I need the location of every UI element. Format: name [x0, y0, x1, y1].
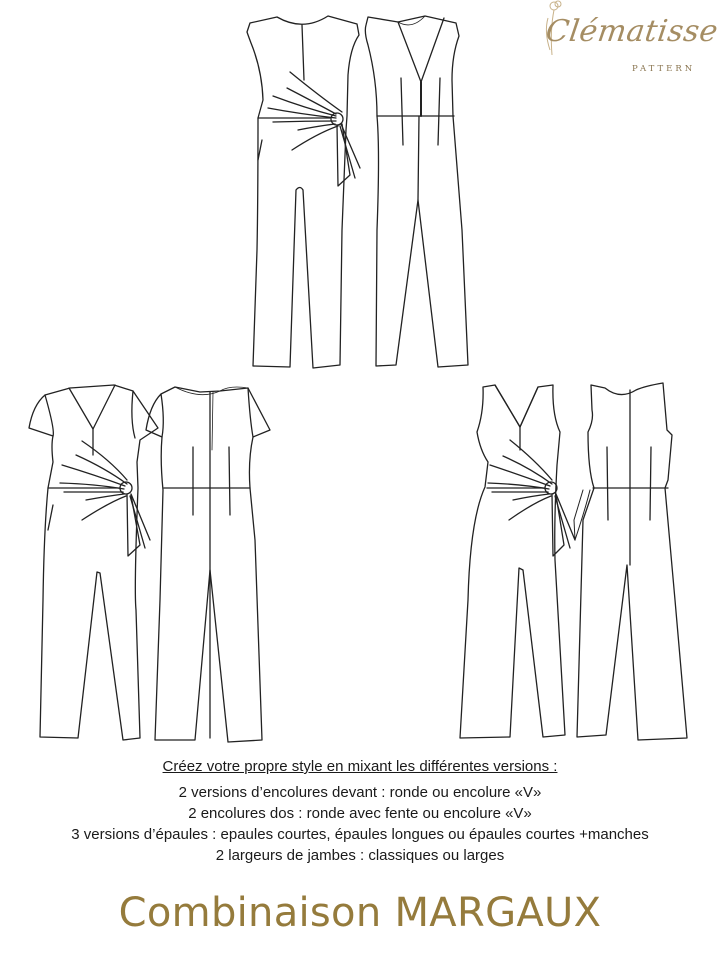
drawing-version-3-back	[574, 383, 687, 740]
brand-name: Clématisse	[543, 14, 720, 49]
caption-line-neckline-back: 2 encolures dos : ronde avec fente ou encolure «V»	[188, 805, 532, 822]
brand-subtitle: PATTERN	[632, 64, 696, 74]
caption-line-legs: 2 largeurs de jambes : classiques ou larges	[215, 847, 505, 864]
caption-block	[0, 758, 720, 866]
caption-lead: Créez votre propre style en mixant les différentes versions :	[162, 758, 558, 775]
page-title: Combinaison MARGAUX	[118, 890, 602, 936]
drawing-version-1-back	[365, 16, 468, 367]
drawing-version-2-back	[146, 387, 270, 742]
caption-line-neckline-front: 2 versions d’encolures devant : ronde ou encolure «V»	[178, 784, 542, 801]
drawing-version-2-front	[29, 385, 158, 740]
caption-line-shoulders: 3 versions d’épaules : epaules courtes, épaules longues ou épaules courtes +manches	[71, 826, 649, 843]
drawing-version-1-front	[247, 16, 360, 368]
drawing-version-3-front	[460, 385, 575, 738]
